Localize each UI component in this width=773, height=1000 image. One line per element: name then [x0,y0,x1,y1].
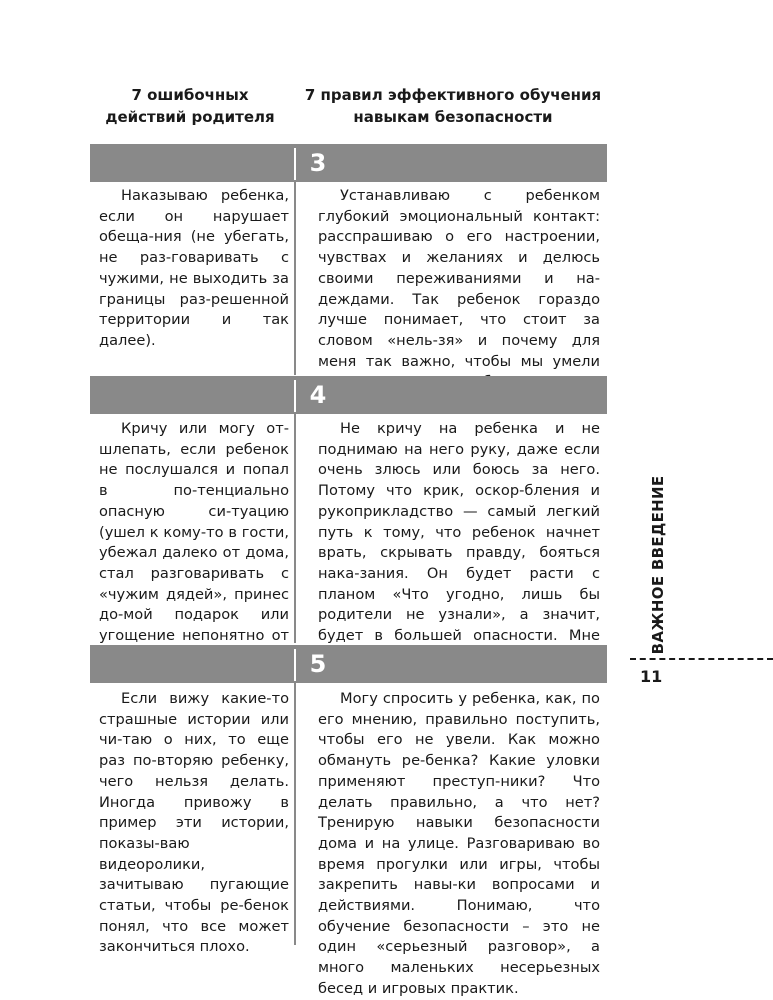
dashed-divider [630,658,773,660]
row-band-5 [90,645,607,683]
row-number: 4 [309,381,327,409]
rule-text: Могу спросить у ребенка, как, по его мнению, правильно поступить, чтобы его не увели. Как можно обмануть ре-бенка? Какие уловки применяют преступ-ники? Что делать правильно, а что нет? Тренирую навыки безопасности дома и на улице. Разговариваю во время прогулки или игры, чтобы закрепить навы-ки вопросами и действиями. Понимаю, что обучение безопасности – это не один «серьезный разговор», а много маленьких несерьезных бесед и игровых практик. [318,690,600,997]
rule-text: Не кричу на ребенка и не поднимаю на него руку, даже если очень злюсь или боюсь за него. Потому что крик, оскор-бления и рукоприкладство — самый легкий путь к тому, что ребенок начнет врать, скрывать правду, бояться нака-зания. Он будет расти с планом «Что угодно, лишь бы родители не узнали», а значит, будет в большей опасности. Мне [318,420,600,645]
row-band-4 [90,376,607,414]
column-divider [294,182,296,375]
mistake-text: Наказываю ребенка, если он нарушает обеща-ния (не убегать, не раз-говаривать с чужими, не выходить за границы раз-решенной территории и так далее). [99,187,289,349]
mistake-text: Если вижу какие-то страшные истории или чи-таю о них, то еще раз по-вторяю ребенку, чего нельзя делать. Иногда привожу в пример эти истории, показы-ваю видеоролики, зачитываю пугающие статьи, чтобы ре-бенок понял, что все может закончиться плохо. [99,690,289,956]
row-number: 5 [309,650,327,678]
column-header-rules: 7 правил эффективного обучения навыкам безопасности [304,86,602,126]
row-band-3 [90,144,607,182]
column-header-mistakes: 7 ошибочных действий родителя [105,86,275,126]
rule-text: Устанавливаю с ребенком глубокий эмоциональный контакт: расспрашиваю о его настроении, чувствах и желаниях и делюсь своими переживаниями и на-деждами. Так ребенок гораздо лучше понимает, что стоит за словом «нель-зя» и почему для меня так важно, чтобы мы умели [318,187,600,370]
mistake-text: Кричу или могу от-шлепать, если ребенок не послушался и попал в по-тенциально опасную си-туацию (ушел к кому-то в гости, убежал далеко от дома, стал разговаривать с «чужим дядей», принес до-мой подарок или угощение непонятно от [99,420,289,645]
page-number: 11 [640,667,663,686]
row-number: 3 [309,149,327,177]
column-divider [294,414,296,643]
section-title: ВАЖНОЕ ВВЕДЕНИЕ [649,475,667,655]
column-divider [294,683,296,945]
